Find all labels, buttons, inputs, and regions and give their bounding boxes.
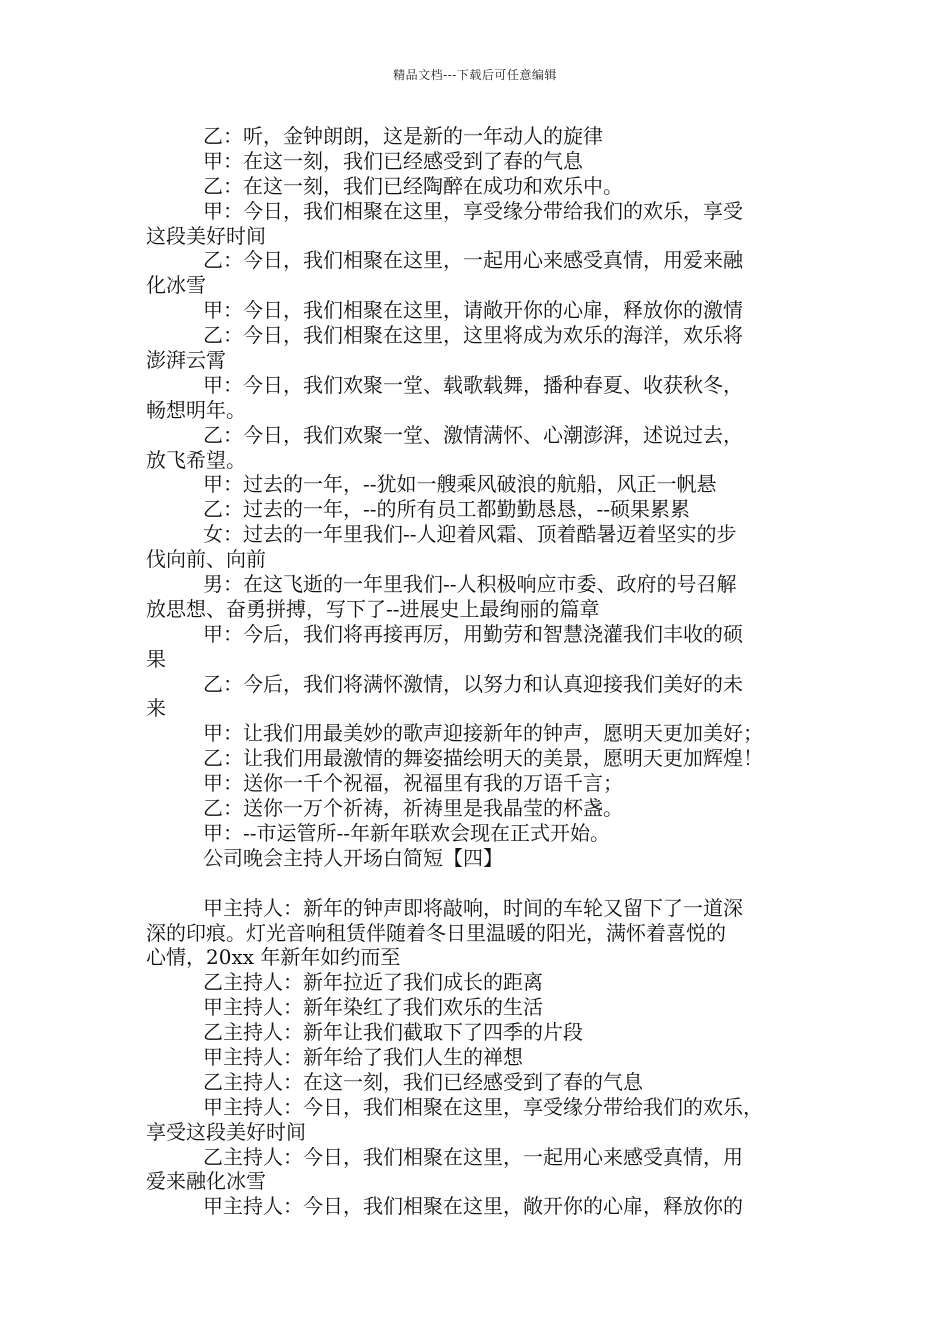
blank-line (146, 871, 818, 896)
text-line: 甲主持人：今日，我们相聚在这里，享受缘分带给我们的欢乐， (203, 1094, 763, 1119)
text-line: 畅想明年。 (146, 397, 246, 422)
text-line: 乙：在这一刻，我们已经陶醉在成功和欢乐中。 (203, 173, 623, 198)
text-line: 甲：让我们用最美妙的歌声迎接新年的钟声，愿明天更加美好； (203, 721, 763, 746)
text-line: 女：过去的一年里我们--人迎着风霜、顶着酷暑迈着坚实的步 (203, 522, 737, 547)
page-header: 精品文档---下载后可任意编辑 (393, 68, 557, 82)
text-line: 乙：听，金钟朗朗，这是新的一年动人的旋律 (203, 124, 603, 148)
text-line: 乙：今日，我们欢聚一堂、激情满怀、心潮澎湃，述说过去， (203, 422, 743, 447)
text-line: 深的印痕。灯光音响租赁伴随着冬日里温暖的阳光，满怀着喜悦的 (146, 920, 726, 945)
text-line: 心情，20xx 年新年如约而至 (146, 945, 401, 970)
text-line: 爱来融化冰雪 (146, 1169, 266, 1194)
text-line: 甲：过去的一年，--犹如一艘乘风破浪的航船，风正一帆悬 (203, 472, 717, 497)
text-line: 甲：在这一刻，我们已经感受到了春的气息 (203, 148, 583, 173)
text-line: 乙：今后，我们将满怀激情，以努力和认真迎接我们美好的未 (203, 671, 743, 696)
text-line: 甲：今日，我们欢聚一堂、载歌载舞，播种春夏、收获秋冬， (203, 372, 743, 397)
text-line: 享受这段美好时间 (146, 1119, 306, 1144)
text-line: 甲主持人：今日，我们相聚在这里，敞开你的心扉，释放你的 (203, 1194, 743, 1219)
text-line: 甲主持人：新年给了我们人生的禅想 (203, 1044, 523, 1069)
text-line: 甲：送你一千个祝福，祝福里有我的万语千言； (203, 771, 623, 796)
text-line: 果 (146, 646, 166, 671)
text-line: 甲主持人：新年的钟声即将敲响，时间的车轮又留下了一道深 (203, 895, 743, 920)
text-line: 甲：今后，我们将再接再厉，用勤劳和智慧浇灌我们丰收的硕 (203, 621, 743, 646)
text-line: 乙：让我们用最激情的舞姿描绘明天的美景，愿明天更加辉煌！ (203, 746, 763, 771)
text-line: 乙：今日，我们相聚在这里，这里将成为欢乐的海洋，欢乐将 (203, 323, 743, 348)
text-line: 乙主持人：今日，我们相聚在这里，一起用心来感受真情，用 (203, 1144, 743, 1169)
text-line: 甲主持人：新年染红了我们欢乐的生活 (203, 995, 543, 1020)
text-line: 乙：过去的一年，--的所有员工都勤勤恳恳，--硕果累累 (203, 497, 691, 522)
text-line: 公司晚会主持人开场白简短【四】 (203, 845, 503, 870)
text-line: 澎湃云霄 (146, 348, 226, 373)
text-line: 乙：今日，我们相聚在这里，一起用心来感受真情，用爱来融 (203, 248, 743, 273)
text-line: 乙主持人：新年让我们截取下了四季的片段 (203, 1020, 583, 1045)
text-line: 这段美好时间 (146, 223, 266, 248)
text-line: 伐向前、向前 (146, 547, 266, 572)
text-line: 男：在这飞逝的一年里我们--人积极响应市委、政府的号召解 (203, 572, 737, 597)
text-line: 甲：--市运管所--年新年联欢会现在正式开始。 (203, 820, 611, 845)
text-line: 化冰雪 (146, 273, 206, 298)
text-line: 甲：今日，我们相聚在这里，请敞开你的心扉，释放你的激情 (203, 298, 743, 323)
text-line: 放思想、奋勇拼搏，写下了--进展史上最绚丽的篇章 (146, 596, 600, 621)
text-line: 乙主持人：在这一刻，我们已经感受到了春的气息 (203, 1069, 643, 1094)
text-line: 放飞希望。 (146, 447, 246, 472)
text-line: 乙：送你一万个祈祷，祈祷里是我晶莹的杯盏。 (203, 796, 623, 821)
text-line: 乙主持人：新年拉近了我们成长的距离 (203, 970, 543, 995)
document-body (146, 124, 818, 1219)
text-line: 来 (146, 696, 166, 721)
text-line: 甲：今日，我们相聚在这里，享受缘分带给我们的欢乐，享受 (203, 198, 743, 223)
